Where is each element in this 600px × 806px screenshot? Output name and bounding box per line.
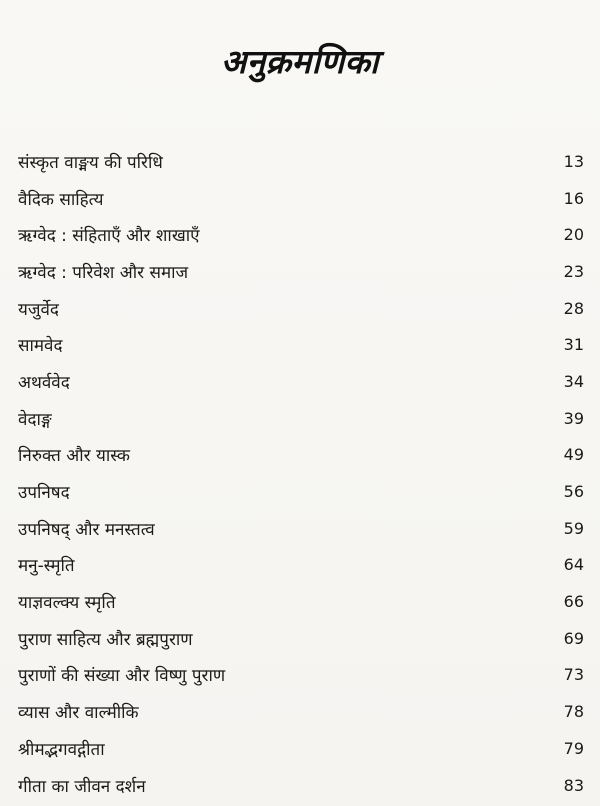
toc-entry-title: उपनिषद् और मनस्तत्व bbox=[18, 519, 155, 540]
toc-entry-title: व्यास और वाल्मीकि bbox=[18, 703, 139, 724]
toc-entry-title: निरुक्त और यास्क bbox=[18, 446, 130, 467]
toc-entry-page-number: 39 bbox=[563, 408, 584, 428]
toc-entry-title: सामवेद bbox=[18, 336, 63, 357]
toc-entry-page-number: 16 bbox=[563, 188, 584, 208]
toc-entry-page-number: 73 bbox=[563, 665, 584, 685]
toc-entry bbox=[18, 253, 584, 290]
toc-entry-page-number: 69 bbox=[563, 628, 584, 648]
toc-entry-title: उपनिषद bbox=[18, 483, 70, 504]
toc-entry-page-number: 13 bbox=[563, 151, 584, 171]
toc-entry bbox=[18, 400, 584, 437]
toc-entry bbox=[18, 583, 584, 620]
toc-entry-page-number: 66 bbox=[563, 592, 584, 612]
toc-entry bbox=[18, 473, 584, 510]
toc-entry-page-number: 56 bbox=[563, 482, 584, 502]
toc-entry bbox=[18, 290, 584, 327]
toc-entry-page-number: 49 bbox=[563, 445, 584, 465]
toc-entry-page-number: 64 bbox=[563, 555, 584, 575]
page-title: अनुक्रमणिका bbox=[221, 42, 379, 81]
toc-entry-title: पुराणों की संख्या और विष्णु पुराण bbox=[18, 666, 226, 687]
toc-entry-title: पुराण साहित्य और ब्रह्मपुराण bbox=[18, 629, 193, 650]
toc-entry bbox=[18, 693, 584, 730]
toc-entry-page-number: 28 bbox=[563, 298, 584, 318]
toc-entry bbox=[18, 437, 584, 474]
toc-entry-title: यजुर्वेद bbox=[18, 299, 59, 320]
toc-entry bbox=[18, 730, 584, 767]
toc-entry-title: वेदाङ्ग bbox=[18, 409, 52, 430]
toc-entry bbox=[18, 657, 584, 694]
toc-entry-title: याज्ञवल्क्य स्मृति bbox=[18, 593, 116, 614]
toc-entry-title: ऋग्वेद : संहिताएँ और शाखाएँ bbox=[18, 226, 200, 247]
toc-entry bbox=[18, 180, 584, 217]
toc-entry-title: वैदिक साहित्य bbox=[18, 189, 104, 210]
toc-entry bbox=[18, 143, 584, 180]
toc-entry bbox=[18, 326, 584, 363]
toc-entry-page-number: 31 bbox=[563, 335, 584, 355]
toc-entry-title: अथर्ववेद bbox=[18, 372, 70, 393]
toc-entry-title: संस्कृत वाङ्मय की परिधि bbox=[18, 152, 163, 173]
toc-entry bbox=[18, 216, 584, 253]
toc-entry bbox=[18, 363, 584, 400]
toc-entry-page-number: 23 bbox=[563, 261, 584, 281]
toc-entry-page-number: 83 bbox=[563, 775, 584, 795]
toc-entry-title: श्रीमद्भगवद्गीता bbox=[18, 739, 105, 760]
toc-entry bbox=[18, 547, 584, 584]
toc-entry-title: मनु-स्मृति bbox=[18, 556, 75, 577]
toc-entry-title: ऋग्वेद : परिवेश और समाज bbox=[18, 262, 189, 283]
toc-entry bbox=[18, 510, 584, 547]
toc-entry-title: गीता का जीवन दर्शन bbox=[18, 776, 146, 797]
toc-entry-page-number: 78 bbox=[563, 702, 584, 722]
toc-entry-page-number: 79 bbox=[563, 738, 584, 758]
toc-entry bbox=[18, 620, 584, 657]
toc-entry bbox=[18, 767, 584, 804]
table-of-contents bbox=[18, 143, 584, 803]
toc-entry-page-number: 20 bbox=[563, 225, 584, 245]
toc-entry-page-number: 34 bbox=[563, 371, 584, 391]
toc-entry-page-number: 59 bbox=[563, 518, 584, 538]
